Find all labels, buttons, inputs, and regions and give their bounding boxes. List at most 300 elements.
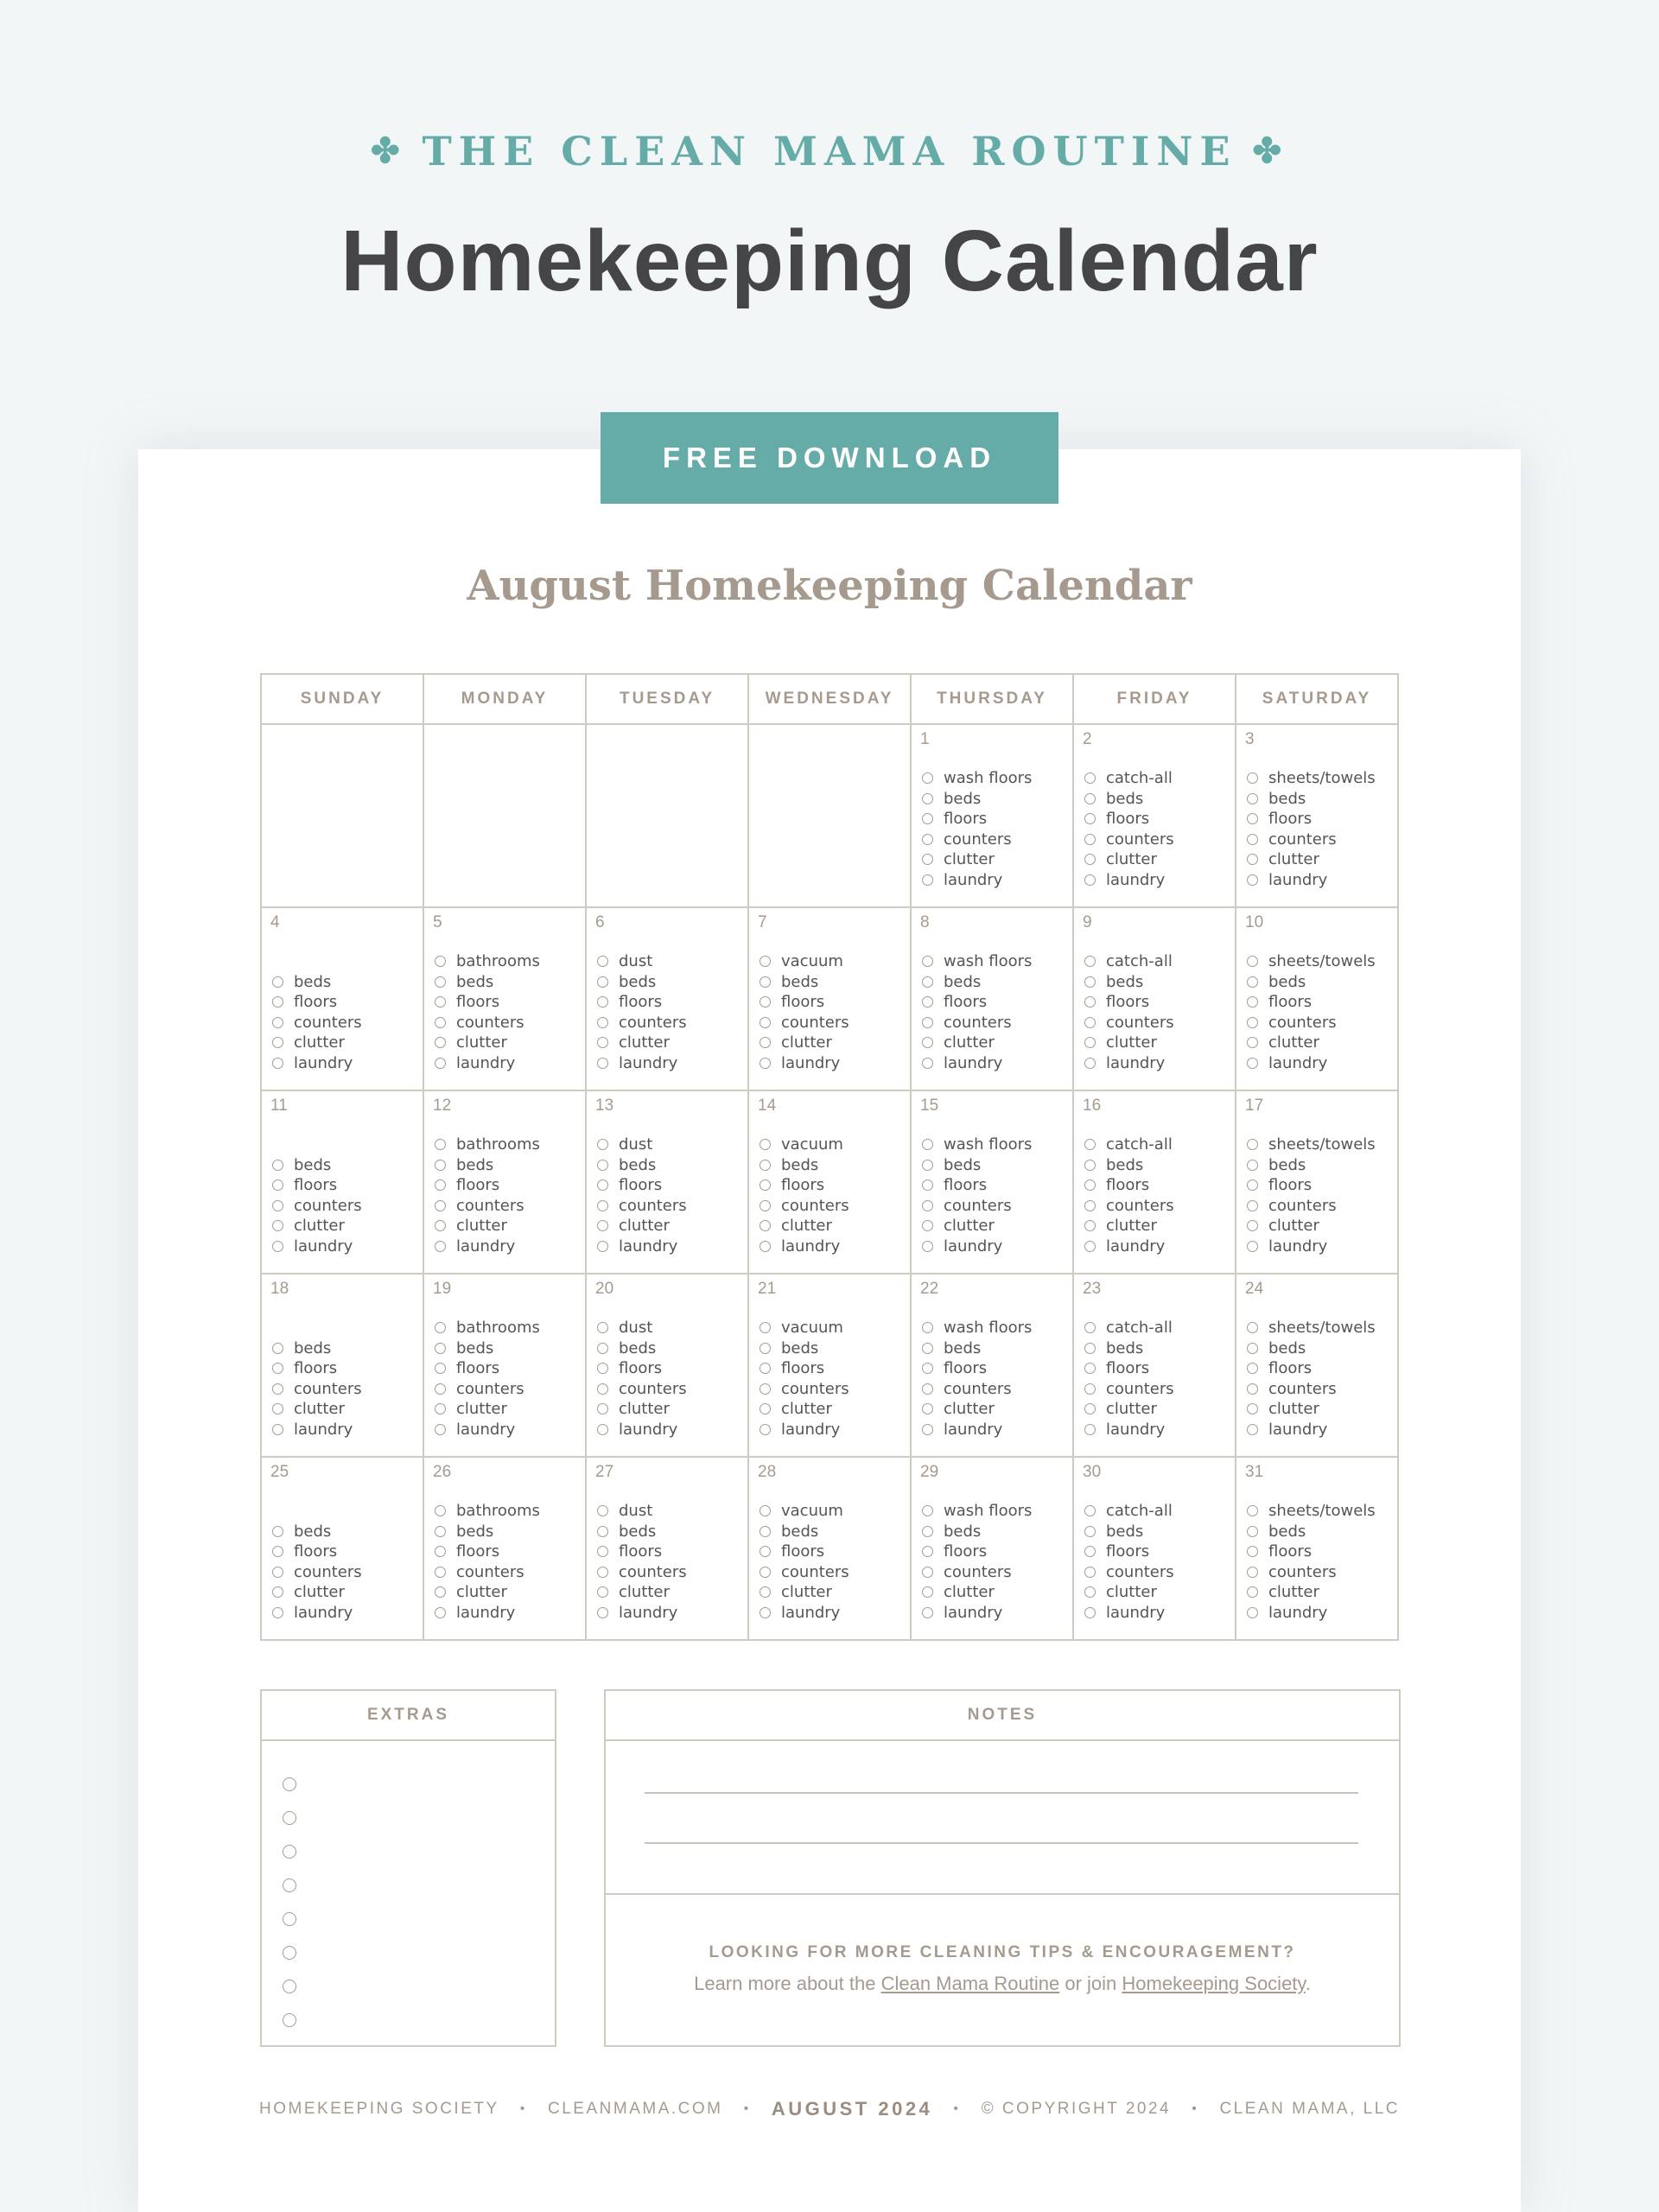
task-checkbox[interactable] [597, 1607, 608, 1618]
task-list [922, 768, 1032, 890]
task-checkbox[interactable] [760, 1037, 771, 1048]
task-checkbox[interactable] [1247, 834, 1258, 845]
task-checkbox[interactable] [597, 976, 608, 988]
task-checkbox[interactable] [760, 1424, 771, 1435]
calendar-week-row [261, 1457, 1398, 1640]
task-checkbox[interactable] [435, 996, 446, 1007]
task-item [272, 1358, 362, 1379]
extras-checkbox[interactable] [283, 1980, 296, 1993]
calendar-day-cell [1236, 724, 1398, 907]
task-checkbox[interactable] [1247, 1403, 1258, 1414]
task-item [435, 992, 540, 1013]
footer-separator: • [519, 2101, 527, 2116]
task-checkbox[interactable] [922, 1160, 933, 1171]
task-checkbox[interactable] [1084, 1058, 1096, 1069]
task-item [435, 1603, 540, 1624]
task-label: beds [456, 1338, 494, 1357]
task-label: floors [619, 993, 663, 1011]
task-checkbox[interactable] [597, 956, 608, 967]
task-label: counters [1268, 1013, 1337, 1032]
day-number: 2 [1083, 730, 1092, 748]
task-checkbox[interactable] [435, 1403, 446, 1414]
task-checkbox[interactable] [597, 1058, 608, 1069]
task-checkbox[interactable] [922, 1322, 933, 1333]
task-checkbox[interactable] [272, 1403, 283, 1414]
task-checkbox[interactable] [435, 1058, 446, 1069]
clean-mama-routine-link[interactable]: Clean Mama Routine [880, 1973, 1060, 1994]
task-item [597, 972, 687, 993]
task-checkbox[interactable] [272, 1586, 283, 1598]
task-checkbox[interactable] [272, 1200, 283, 1211]
task-checkbox[interactable] [760, 1526, 771, 1537]
task-checkbox[interactable] [1084, 956, 1096, 967]
task-item [1084, 1379, 1174, 1400]
task-label: clutter [944, 1033, 995, 1052]
task-checkbox[interactable] [1084, 1546, 1096, 1557]
calendar-day-cell [748, 1457, 911, 1640]
task-checkbox[interactable] [922, 1546, 933, 1557]
task-label: clutter [456, 1033, 507, 1052]
task-checkbox[interactable] [1084, 1017, 1096, 1028]
task-checkbox[interactable] [760, 1607, 771, 1618]
task-checkbox[interactable] [922, 772, 933, 784]
task-checkbox[interactable] [1247, 1505, 1258, 1516]
task-checkbox[interactable] [1084, 1505, 1096, 1516]
task-checkbox[interactable] [597, 1403, 608, 1414]
task-checkbox[interactable] [1247, 1586, 1258, 1598]
task-checkbox[interactable] [272, 1607, 283, 1618]
task-checkbox[interactable] [597, 1505, 608, 1516]
task-checkbox[interactable] [922, 1363, 933, 1374]
task-label: laundry [1268, 1053, 1328, 1072]
task-checkbox[interactable] [597, 1037, 608, 1048]
day-number: 19 [433, 1280, 452, 1298]
task-label: counters [781, 1562, 849, 1581]
task-checkbox[interactable] [922, 1567, 933, 1578]
task-checkbox[interactable] [922, 1403, 933, 1414]
task-checkbox[interactable] [760, 1058, 771, 1069]
task-checkbox[interactable] [435, 1179, 446, 1191]
task-checkbox[interactable] [922, 813, 933, 824]
footer-separator: • [743, 2101, 751, 2116]
task-checkbox[interactable] [922, 976, 933, 988]
task-checkbox[interactable] [922, 1139, 933, 1150]
task-label: counters [944, 1379, 1012, 1398]
task-checkbox[interactable] [1247, 996, 1258, 1007]
task-checkbox[interactable] [922, 1607, 933, 1618]
task-item [760, 1318, 849, 1338]
task-item [597, 992, 687, 1013]
task-label: vacuum [781, 1502, 843, 1520]
task-checkbox[interactable] [435, 1017, 446, 1028]
calendar-day-cell [1073, 1457, 1236, 1640]
task-checkbox[interactable] [1084, 1607, 1096, 1618]
task-checkbox[interactable] [760, 1160, 771, 1171]
task-checkbox[interactable] [597, 1343, 608, 1354]
task-label: dust [619, 952, 653, 970]
task-item [760, 1358, 849, 1379]
task-checkbox[interactable] [1247, 1424, 1258, 1435]
task-checkbox[interactable] [1084, 854, 1096, 865]
task-checkbox[interactable] [922, 1343, 933, 1354]
task-checkbox[interactable] [1084, 976, 1096, 988]
task-label: counters [619, 1562, 687, 1581]
task-checkbox[interactable] [1247, 813, 1258, 824]
task-checkbox[interactable] [435, 1383, 446, 1395]
task-checkbox[interactable] [597, 1567, 608, 1578]
task-label: wash floors [944, 952, 1033, 970]
task-label: floors [1106, 1359, 1150, 1377]
calendar-day-cell [1236, 907, 1398, 1090]
task-list [1247, 1135, 1376, 1256]
task-checkbox[interactable] [435, 976, 446, 988]
task-label: beds [619, 1522, 657, 1541]
task-label: beds [1268, 1522, 1306, 1541]
weekday-header: SATURDAY [1236, 674, 1398, 724]
task-checkbox[interactable] [922, 1424, 933, 1435]
task-checkbox[interactable] [922, 1383, 933, 1395]
task-checkbox[interactable] [272, 1567, 283, 1578]
task-checkbox[interactable] [272, 1037, 283, 1048]
task-checkbox[interactable] [597, 996, 608, 1007]
calendar-week-row [261, 724, 1398, 907]
task-checkbox[interactable] [1247, 1363, 1258, 1374]
task-label: laundry [944, 1053, 1003, 1072]
task-checkbox[interactable] [760, 1200, 771, 1211]
task-item [922, 1196, 1032, 1217]
task-checkbox[interactable] [1247, 1017, 1258, 1028]
task-item [760, 1196, 849, 1217]
day-number: 1 [920, 730, 930, 748]
task-checkbox[interactable] [597, 1139, 608, 1150]
task-label: floors [456, 1542, 500, 1560]
task-item [597, 1033, 687, 1053]
task-label: wash floors [944, 1319, 1033, 1337]
task-checkbox[interactable] [922, 1220, 933, 1231]
task-checkbox[interactable] [272, 1546, 283, 1557]
task-checkbox[interactable] [597, 1200, 608, 1211]
task-checkbox[interactable] [922, 1526, 933, 1537]
extras-box [260, 1689, 556, 2047]
task-checkbox[interactable] [1084, 1403, 1096, 1414]
task-label: floors [1106, 1542, 1150, 1560]
task-label: floors [456, 1359, 500, 1377]
task-checkbox[interactable] [1084, 1179, 1096, 1191]
note-line[interactable] [645, 1842, 1358, 1844]
task-checkbox[interactable] [760, 1546, 771, 1557]
task-checkbox[interactable] [1247, 772, 1258, 784]
task-label: sheets/towels [1268, 1319, 1376, 1337]
task-list [1084, 1318, 1174, 1440]
task-checkbox[interactable] [1084, 1139, 1096, 1150]
task-checkbox[interactable] [1247, 1526, 1258, 1537]
task-checkbox[interactable] [760, 1505, 771, 1516]
extras-checkbox[interactable] [283, 1946, 296, 1960]
task-checkbox[interactable] [1247, 1241, 1258, 1252]
task-item [435, 1379, 540, 1400]
task-label: floors [781, 993, 825, 1011]
extras-checkbox[interactable] [283, 2013, 296, 2027]
task-checkbox[interactable] [1247, 1343, 1258, 1354]
task-checkbox[interactable] [922, 1058, 933, 1069]
note-line[interactable] [645, 1792, 1358, 1794]
footer [259, 2098, 1400, 2120]
task-checkbox[interactable] [435, 1505, 446, 1516]
task-checkbox[interactable] [435, 1200, 446, 1211]
task-checkbox[interactable] [1247, 854, 1258, 865]
task-checkbox[interactable] [1084, 813, 1096, 824]
task-checkbox[interactable] [1084, 772, 1096, 784]
task-checkbox[interactable] [1084, 1567, 1096, 1578]
task-checkbox[interactable] [272, 1160, 283, 1171]
task-checkbox[interactable] [760, 1586, 771, 1598]
task-checkbox[interactable] [272, 1526, 283, 1537]
task-checkbox[interactable] [435, 956, 446, 967]
task-label: beds [1106, 1522, 1144, 1541]
task-label: laundry [456, 1053, 516, 1072]
task-checkbox[interactable] [435, 1220, 446, 1231]
day-number: 5 [433, 913, 442, 931]
task-checkbox[interactable] [435, 1526, 446, 1537]
task-item [597, 951, 687, 972]
task-checkbox[interactable] [435, 1037, 446, 1048]
task-checkbox[interactable] [435, 1322, 446, 1333]
task-checkbox[interactable] [760, 1241, 771, 1252]
task-checkbox[interactable] [435, 1424, 446, 1435]
day-number: 16 [1083, 1096, 1102, 1115]
task-checkbox[interactable] [1247, 1139, 1258, 1150]
task-list [597, 1501, 687, 1623]
page-title: Homekeeping Calendar [340, 213, 1319, 309]
calendar-day-cell [911, 724, 1073, 907]
task-checkbox[interactable] [922, 1505, 933, 1516]
homekeeping-society-link[interactable]: Homekeeping Society [1122, 1973, 1306, 1994]
task-label: laundry [1268, 1236, 1328, 1255]
task-label: counters [456, 1562, 524, 1581]
task-label: laundry [1106, 1236, 1166, 1255]
task-checkbox[interactable] [435, 1567, 446, 1578]
task-item [760, 1399, 849, 1420]
task-checkbox[interactable] [1247, 874, 1258, 886]
notes-divider [606, 1893, 1399, 1895]
extras-checkbox[interactable] [283, 1878, 296, 1892]
task-checkbox[interactable] [1084, 1200, 1096, 1211]
task-checkbox[interactable] [922, 1017, 933, 1028]
task-checkbox[interactable] [272, 1383, 283, 1395]
task-checkbox[interactable] [597, 1586, 608, 1598]
task-checkbox[interactable] [760, 1179, 771, 1191]
task-checkbox[interactable] [922, 834, 933, 845]
task-checkbox[interactable] [1084, 1160, 1096, 1171]
task-checkbox[interactable] [922, 1037, 933, 1048]
task-label: laundry [1268, 870, 1328, 889]
task-checkbox[interactable] [922, 854, 933, 865]
task-label: floors [1106, 810, 1150, 828]
task-checkbox[interactable] [272, 1241, 283, 1252]
task-checkbox[interactable] [272, 1179, 283, 1191]
task-checkbox[interactable] [1247, 1058, 1258, 1069]
task-checkbox[interactable] [760, 1139, 771, 1150]
task-checkbox[interactable] [272, 1220, 283, 1231]
task-checkbox[interactable] [922, 1241, 933, 1252]
task-checkbox[interactable] [922, 996, 933, 1007]
task-item [922, 1013, 1032, 1033]
task-checkbox[interactable] [1084, 1383, 1096, 1395]
task-checkbox[interactable] [760, 1220, 771, 1231]
task-checkbox[interactable] [1247, 1220, 1258, 1231]
task-checkbox[interactable] [760, 1383, 771, 1395]
task-checkbox[interactable] [272, 1363, 283, 1374]
task-checkbox[interactable] [597, 1179, 608, 1191]
task-checkbox[interactable] [1084, 1363, 1096, 1374]
task-checkbox[interactable] [597, 1383, 608, 1395]
task-checkbox[interactable] [435, 1139, 446, 1150]
task-checkbox[interactable] [1247, 1567, 1258, 1578]
task-checkbox[interactable] [760, 1363, 771, 1374]
task-checkbox[interactable] [272, 1343, 283, 1354]
task-checkbox[interactable] [1247, 1037, 1258, 1048]
task-item [760, 1522, 849, 1542]
task-checkbox[interactable] [760, 1567, 771, 1578]
task-checkbox[interactable] [1247, 793, 1258, 804]
extras-checkbox[interactable] [283, 1811, 296, 1825]
task-checkbox[interactable] [597, 1220, 608, 1231]
task-checkbox[interactable] [1084, 1526, 1096, 1537]
task-checkbox[interactable] [922, 793, 933, 804]
extras-item [283, 1834, 307, 1868]
task-label: clutter [1106, 1583, 1157, 1601]
task-label: floors [619, 1359, 663, 1377]
task-checkbox[interactable] [1084, 1037, 1096, 1048]
task-checkbox[interactable] [597, 1322, 608, 1333]
task-checkbox[interactable] [1247, 1200, 1258, 1211]
task-label: clutter [456, 1400, 507, 1418]
task-checkbox[interactable] [272, 1424, 283, 1435]
task-checkbox[interactable] [1084, 874, 1096, 886]
task-checkbox[interactable] [272, 1058, 283, 1069]
task-checkbox[interactable] [597, 1241, 608, 1252]
task-checkbox[interactable] [1084, 996, 1096, 1007]
task-checkbox[interactable] [922, 956, 933, 967]
task-item [272, 1196, 362, 1217]
task-checkbox[interactable] [922, 1200, 933, 1211]
task-checkbox[interactable] [272, 976, 283, 988]
task-checkbox[interactable] [760, 956, 771, 967]
task-checkbox[interactable] [760, 976, 771, 988]
task-item [760, 1236, 849, 1257]
task-checkbox[interactable] [922, 1179, 933, 1191]
day-number: 23 [1083, 1280, 1102, 1298]
task-label: dust [619, 1135, 653, 1154]
task-checkbox[interactable] [435, 1343, 446, 1354]
task-checkbox[interactable] [1084, 1322, 1096, 1333]
task-checkbox[interactable] [1247, 1160, 1258, 1171]
task-checkbox[interactable] [1084, 1586, 1096, 1598]
task-checkbox[interactable] [272, 1017, 283, 1028]
task-label: counters [944, 1562, 1012, 1581]
task-checkbox[interactable] [435, 1363, 446, 1374]
task-checkbox[interactable] [1084, 834, 1096, 845]
task-list [597, 1135, 687, 1256]
task-list [1247, 1318, 1376, 1440]
extras-checkbox[interactable] [283, 1845, 296, 1859]
task-checkbox[interactable] [760, 1343, 771, 1354]
task-checkbox[interactable] [922, 1586, 933, 1598]
task-label: floors [294, 993, 338, 1011]
task-checkbox[interactable] [272, 996, 283, 1007]
task-label: floors [944, 1176, 988, 1194]
calendar-day-cell [423, 724, 586, 907]
task-checkbox[interactable] [1084, 1241, 1096, 1252]
task-checkbox[interactable] [597, 1526, 608, 1537]
task-checkbox[interactable] [1247, 1383, 1258, 1395]
day-number: 9 [1083, 913, 1092, 931]
task-checkbox[interactable] [1084, 1220, 1096, 1231]
calendar-week-row [261, 907, 1398, 1090]
task-checkbox[interactable] [1247, 976, 1258, 988]
task-checkbox[interactable] [597, 1363, 608, 1374]
task-checkbox[interactable] [597, 1546, 608, 1557]
task-checkbox[interactable] [1247, 1607, 1258, 1618]
task-checkbox[interactable] [1247, 1322, 1258, 1333]
task-label: beds [294, 1522, 332, 1541]
calendar-day-cell [423, 1457, 586, 1640]
task-item [1247, 1562, 1376, 1583]
task-checkbox[interactable] [435, 1546, 446, 1557]
task-label: clutter [781, 1217, 832, 1235]
task-checkbox[interactable] [435, 1160, 446, 1171]
task-checkbox[interactable] [1084, 1343, 1096, 1354]
task-label: floors [294, 1176, 338, 1194]
free-download-button[interactable]: FREE DOWNLOAD [601, 412, 1058, 504]
task-checkbox[interactable] [1247, 1546, 1258, 1557]
extras-item [283, 1801, 307, 1834]
task-checkbox[interactable] [597, 1017, 608, 1028]
task-checkbox[interactable] [1084, 1424, 1096, 1435]
day-number: 11 [270, 1096, 288, 1115]
task-checkbox[interactable] [760, 996, 771, 1007]
task-checkbox[interactable] [1247, 956, 1258, 967]
task-checkbox[interactable] [435, 1607, 446, 1618]
extras-checkbox[interactable] [283, 1777, 296, 1791]
task-label: clutter [1106, 850, 1157, 868]
task-item [922, 1562, 1032, 1583]
task-item [272, 1541, 362, 1562]
task-label: vacuum [781, 1319, 843, 1337]
task-checkbox[interactable] [435, 1241, 446, 1252]
task-checkbox[interactable] [760, 1403, 771, 1414]
task-checkbox[interactable] [760, 1322, 771, 1333]
task-label: counters [944, 1013, 1012, 1032]
task-checkbox[interactable] [922, 874, 933, 886]
task-item [760, 1053, 849, 1074]
task-checkbox[interactable] [1084, 793, 1096, 804]
task-label: counters [619, 1379, 687, 1398]
task-list [1247, 768, 1376, 890]
task-label: vacuum [781, 952, 843, 970]
task-checkbox[interactable] [760, 1017, 771, 1028]
task-label: catch-all [1106, 1135, 1173, 1154]
task-item [760, 1420, 849, 1440]
task-checkbox[interactable] [597, 1160, 608, 1171]
task-checkbox[interactable] [1247, 1179, 1258, 1191]
extras-checkbox[interactable] [283, 1912, 296, 1926]
task-checkbox[interactable] [597, 1424, 608, 1435]
task-item [922, 1582, 1032, 1603]
task-checkbox[interactable] [435, 1586, 446, 1598]
task-item [435, 1501, 540, 1522]
task-item [1084, 1582, 1174, 1603]
